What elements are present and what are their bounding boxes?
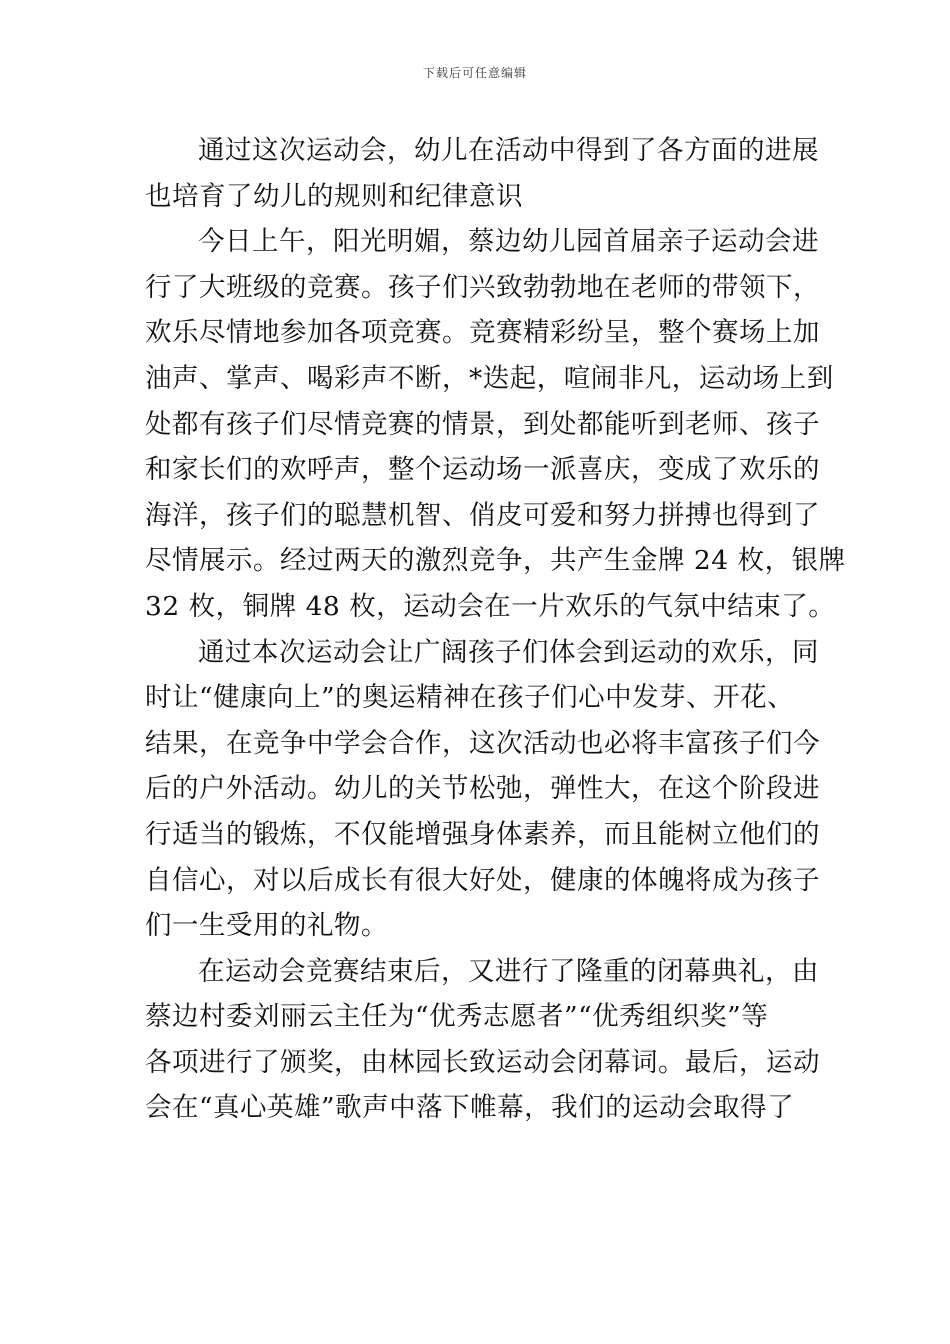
page-header: 下载后可任意编辑 [422,66,527,80]
text-line: 通过这次运动会，幼儿在活动中得到了各方面的进展 [198,135,819,166]
text-line: 结果，在竞争中学会合作，这次活动也必将丰富孩子们今 [145,727,820,759]
text-line: 会在“真心英雄”歌声中落下帷幕，我们的运动会取得了 [145,1092,795,1124]
text-line: 在运动会竞赛结束后，又进行了隆重的闭幕典礼，由 [198,955,819,987]
paragraph-4 [145,949,820,1131]
text-line: 们一生受用的礼物。 [145,910,388,942]
document-body [145,128,846,1131]
text-line: 各项进行了颁奖，由林园长致运动会闭幕词。最后，运动 [145,1046,820,1078]
text-line: 行适当的锻炼，不仅能增强身体素养，而且能树立他们的 [145,818,820,850]
text-line: 海洋，孩子们的聪慧机智、俏皮可爱和努力拼搏也得到了 [145,499,820,531]
text-line: 尽情展示。经过两天的激烈竞争，共产生金牌 24 枚，银牌 [145,545,846,577]
text-line: 也培育了幼儿的规则和纪律意识 [145,180,523,212]
paragraph-1 [145,128,819,219]
text-line: 自信心，对以后成长有很大好处，健康的体魄将成为孩子 [145,864,820,896]
text-line: 处都有孩子们尽情竞赛的情景，到处都能听到老师、孩子 [145,408,820,440]
text-line: 32 枚，铜牌 48 枚，运动会在一片欢乐的气氛中结束了。 [145,590,836,622]
text-line: 时让“健康向上”的奥运精神在孩子们心中发芽、开花、 [145,682,795,714]
text-line: 后的户外活动。幼儿的关节松弛，弹性大，在这个阶段进 [145,773,820,805]
text-line: 和家长们的欢呼声，整个运动场一派喜庆，变成了欢乐的 [145,454,820,486]
text-line: 通过本次运动会让广阔孩子们体会到运动的欢乐，同 [198,636,819,668]
text-line: 油声、掌声、喝彩声不断，*迭起，喧闹非凡，运动场上到 [145,362,834,394]
text-line: 今日上午，阳光明媚，蔡边幼儿园首届亲子运动会进 [198,226,819,258]
text-line: 蔡边村委刘丽云主任为“优秀志愿者”“优秀组织奖”等 [145,1001,769,1033]
paragraph-2 [145,219,846,629]
text-line: 行了大班级的竞赛。孩子们兴致勃勃地在老师的带领下， [145,271,820,303]
paragraph-3 [145,630,820,949]
text-line: 欢乐尽情地参加各项竞赛。竞赛精彩纷呈，整个赛场上加 [145,317,820,349]
